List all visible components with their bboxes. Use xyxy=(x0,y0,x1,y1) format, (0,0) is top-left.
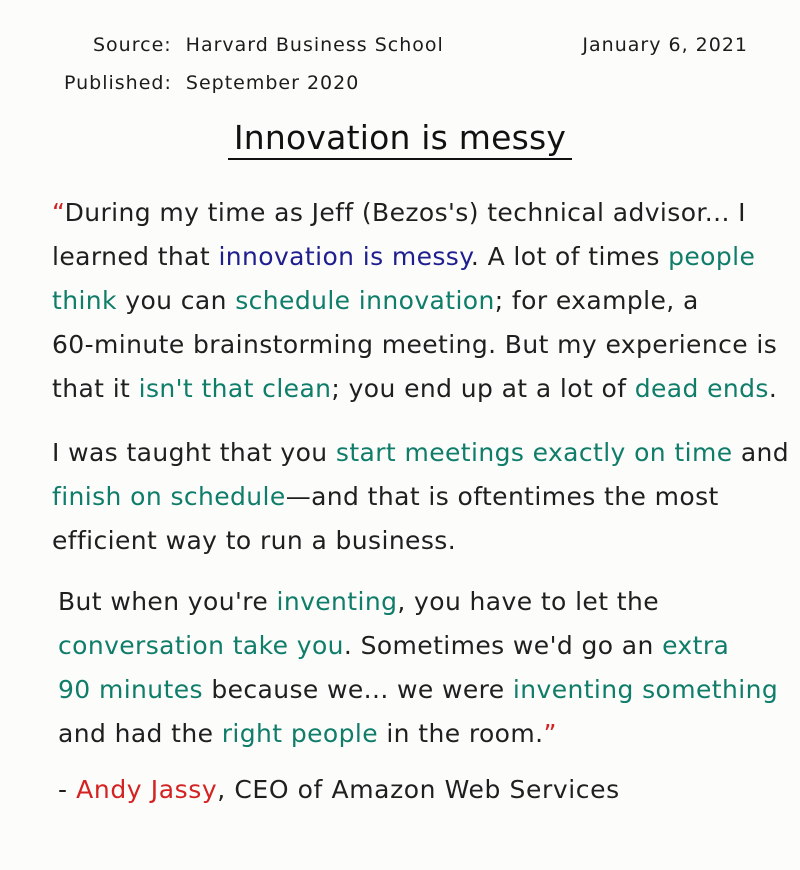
attribution-dash: - xyxy=(58,775,77,804)
p3-line-2 xyxy=(58,624,758,668)
p3-text: because we... we were xyxy=(202,675,513,704)
highlight-green: people xyxy=(668,242,756,271)
attribution-role: , CEO of Amazon Web Services xyxy=(217,775,620,804)
p2-text: and xyxy=(732,438,790,467)
p3-line-1 xyxy=(58,580,758,624)
open-quote-mark: “ xyxy=(52,198,65,227)
p1-text: During my time as Jeff (Bezos's) technical advisor... I xyxy=(64,198,746,227)
highlight-green: isn't that clean xyxy=(138,374,332,403)
highlight-green: extra xyxy=(662,631,730,660)
highlight-green: think xyxy=(52,286,117,315)
date: January 6, 2021 xyxy=(582,34,748,56)
highlight-green: right people xyxy=(221,719,378,748)
quote-paragraph-3 xyxy=(58,580,779,756)
p1-line-5 xyxy=(52,367,778,411)
p1-line-2 xyxy=(52,235,756,279)
highlight-green: finish on schedule xyxy=(52,482,286,511)
p1-text: ; you end up at a lot of xyxy=(331,374,635,403)
p2-text: —and that is oftentimes the most xyxy=(285,482,719,511)
published-value: September 2020 xyxy=(185,72,360,94)
highlight-green: start meetings exactly on time xyxy=(335,438,733,467)
p1-text: . xyxy=(768,374,778,403)
p1-line-3 xyxy=(52,279,752,323)
quote-paragraph-2 xyxy=(52,431,790,563)
p3-line-3 xyxy=(58,668,779,712)
highlight-green: inventing something xyxy=(512,675,779,704)
source-value: Harvard Business School xyxy=(185,34,444,56)
p3-line-4 xyxy=(58,712,758,756)
highlight-green: dead ends xyxy=(634,374,769,403)
source-label: Source: xyxy=(93,34,172,56)
p3-text: , you have to let the xyxy=(397,587,659,616)
p3-text: But when you're xyxy=(58,587,277,616)
p2-line-1 xyxy=(52,431,790,475)
close-quote-mark: ” xyxy=(543,719,557,748)
highlight-blue: innovation is messy xyxy=(218,242,471,271)
attribution xyxy=(58,775,620,804)
p1-text: . A lot of times xyxy=(470,242,669,271)
p1-text: that it xyxy=(52,374,139,403)
attribution-name: Andy Jassy xyxy=(76,775,218,804)
highlight-green: schedule innovation xyxy=(235,286,495,315)
source-line xyxy=(93,34,444,56)
p3-text: in the room. xyxy=(377,719,544,748)
published-line xyxy=(64,72,359,94)
p2-line-2 xyxy=(52,475,752,519)
p1-line-4: 60-minute brainstorming meeting. But my experience is xyxy=(52,330,778,359)
published-label: Published: xyxy=(64,72,172,94)
p2-text: I was taught that you xyxy=(52,438,336,467)
p1-text: you can xyxy=(116,286,236,315)
p2-line-3: efficient way to run a business. xyxy=(52,526,457,555)
quote-paragraph-1 xyxy=(52,191,778,411)
p1-text: ; for example, a xyxy=(494,286,699,315)
page-title: Innovation is messy xyxy=(228,118,572,160)
p1-line-1 xyxy=(52,191,752,235)
p1-text: learned that xyxy=(52,242,219,271)
title-wrapper xyxy=(0,118,800,160)
p3-text: . Sometimes we'd go an xyxy=(343,631,663,660)
highlight-green: 90 minutes xyxy=(58,675,203,704)
highlight-green: conversation take you xyxy=(58,631,344,660)
highlight-green: inventing xyxy=(276,587,398,616)
p3-text: and had the xyxy=(58,719,222,748)
